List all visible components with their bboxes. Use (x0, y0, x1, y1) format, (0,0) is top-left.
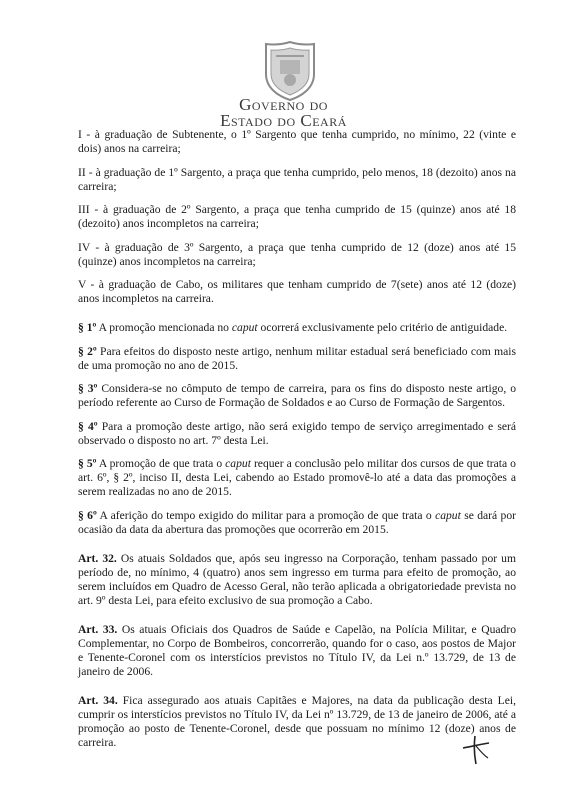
paragraph-2: § 2º Para efeitos do disposto neste artigo, nenhum militar estadual será beneficiado com mais de uma promoção no ano de 2015. (78, 344, 516, 372)
paragraph-3: § 3º Considera-se no cômputo de tempo de carreira, para os fins do disposto neste artigo, o período referente ao Curso de Formação de Soldados e ao Curso de Formação de Sargentos. (78, 382, 516, 409)
article-number: Art. 34. (78, 693, 118, 707)
document-body (78, 128, 516, 759)
paragraph-number: § 6º (78, 508, 97, 522)
paragraph-6: § 6º A aferição do tempo exigido do militar para a promoção de que trata o caput se dará por ocasião da data da abertura das promoções que ocorrerão em 2015. (78, 508, 516, 536)
item-1-sargento: II - à graduação de 1º Sargento, a praça que tenha cumprido, pelo menos, 18 (dezoito) anos na carreira; (78, 165, 516, 193)
paragraph-number: § 2º (78, 344, 97, 358)
item-subtenente: I - à graduação de Subtenente, o 1º Sargento que tenha cumprido, no mínimo, 22 (vinte e dois) anos na carreira; (78, 128, 516, 155)
article-number: Art. 33. (78, 622, 118, 636)
paragraph-number: § 3º (78, 382, 98, 395)
paragraph-5: § 5º A promoção de que trata o caput requer a conclusão pelo militar dos cursos de que trata o art. 6º, § 2º, inciso II, desta Lei, cabendo ao Estado promovê-lo até a data das promoções a serem realizadas no ano de 2015. (78, 457, 516, 498)
handwritten-signature-mark (455, 732, 495, 766)
state-coat-of-arms-seal (262, 40, 318, 102)
article-33: Art. 33. Os atuais Oficiais dos Quadros de Saúde e Capelão, na Polícia Militar, e Quadro Complementar, no Corpo de Bombeiros, concorrerão, quando for o caso, aos postos de Major e Tenente-Coronel com os interstícios previstos no Título IV, da Lei n.º 13.729, de 13 de janeiro de 2006. (78, 622, 517, 678)
paragraph-4: § 4º Para a promoção deste artigo, não será exigido tempo de serviço arregimentado e será observado o disposto no art. 7º desta Lei. (78, 419, 516, 447)
article-32: Art. 32. Os atuais Soldados que, após seu ingresso na Corporação, tenham passado por um período de, no mínimo, 4 (quatro) anos sem ingresso em turma para efeito de promoção, ao serem incluídos em Quadro de Acesso Geral, não terão aplicada a obrigatoriedade prevista no art. 9º desta Lei, para efeito exclusivo de sua promoção a Cabo. (78, 551, 516, 607)
item-2-sargento: III - à graduação de 2º Sargento, a praça que tenha cumprido de 15 (quinze) anos até 18 (dezoito) anos incompletos na carreira; (78, 203, 516, 230)
paragraph-number: § 1º (78, 321, 97, 334)
paragraph-1: § 1º A promoção mencionada no caput ocorrerá exclusivamente pelo critério de antiguidade. (78, 321, 508, 334)
item-3-sargento: IV - à graduação de 3º Sargento, a praça que tenha cumprido de 12 (doze) anos até 15 (quinze) anos incompletos na carreira; (78, 240, 516, 268)
article-34: Art. 34. Fica assegurado aos atuais Capitães e Majores, na data da publicação desta Lei, cumprir os interstícios previstos no Título IV, da Lei nº 13.729, de 13 de janeiro de 2006, até a promoção ao posto de Tenente-Coronel, desde que possuam no mínimo 12 (doze) anos de carreira. (78, 693, 516, 749)
government-header-line2: Estado do Ceará (220, 111, 347, 130)
government-header-line1: Governo do (239, 95, 328, 114)
paragraph-number: § 4º (78, 419, 98, 433)
paragraph-number: § 5º (78, 457, 97, 470)
item-cabo: V - à graduação de Cabo, os militares que tenham cumprido de 7(sete) anos até 12 (doze) anos incompletos na carreira. (78, 278, 516, 305)
article-number: Art. 32. (78, 551, 117, 565)
